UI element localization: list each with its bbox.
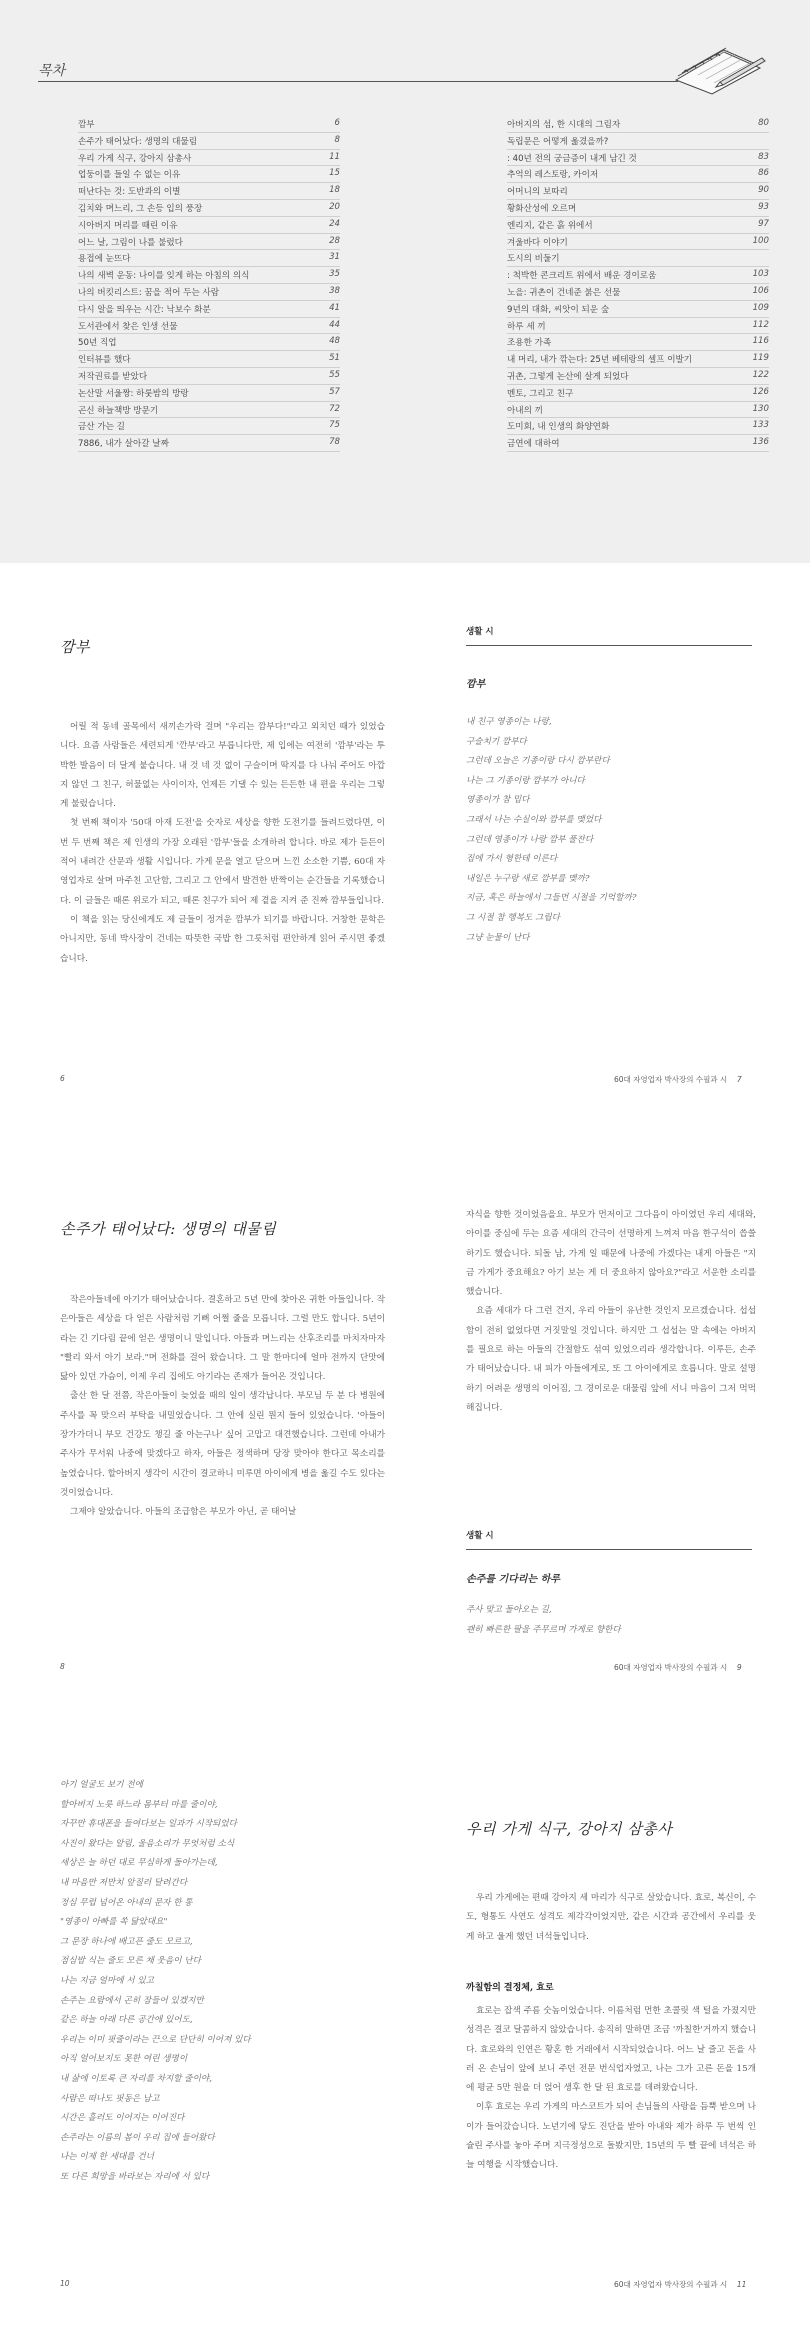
toc-rule: [38, 81, 678, 82]
poem-line: 내일은 누구랑 새로 깜부를 맺까?: [466, 873, 590, 884]
toc-entry-title: 김치와 며느리, 그 손등 입의 풍장: [78, 203, 203, 214]
toc-entry[interactable]: [78, 385, 340, 402]
toc-entry[interactable]: [507, 116, 769, 133]
toc-entry[interactable]: [507, 284, 769, 301]
toc-entry-title: 황화산성에 오르며: [507, 203, 577, 214]
toc-entry-page: 122: [752, 369, 769, 380]
toc-entry-title: 도시의 비둘기: [507, 254, 560, 265]
toc-entry-page: 31: [329, 252, 340, 263]
poem-line: 내 삶에 이토록 큰 자리를 차지할 줄이야,: [60, 2073, 212, 2084]
toc-entry-title: 손주가 태어났다: 생명의 대물림: [78, 136, 198, 147]
toc-entry[interactable]: [78, 402, 340, 419]
poem-line: 정심 무럽 넘어온 아내의 문자 한 통: [60, 1897, 193, 1908]
poem-line: 아기 얼굴도 보기 전에: [60, 1780, 143, 1790]
toc-entry[interactable]: [78, 435, 340, 452]
toc-entry[interactable]: [78, 250, 340, 267]
poem-line: 나는 지금 얼마에 서 있고: [60, 1975, 154, 1986]
paragraph: 이 책을 읽는 당신에게도 제 글들이 정겨운 깜부가 되기를 바랍니다. 거창한 문학은 아니지만, 동네 박사장이 건네는 따뜻한 국밥 한 그릇처럼 편안하게 읽어 주시면 좋겠습니다.: [60, 914, 385, 964]
toc-entry[interactable]: [507, 418, 769, 435]
toc-entry-page: 90: [758, 185, 769, 196]
essay-body-continued: [466, 1206, 756, 1418]
toc-entry[interactable]: [78, 418, 340, 435]
spread-pages-6-7: [0, 563, 810, 1148]
page-number: 6: [60, 1074, 65, 1083]
toc-right-column: [507, 116, 769, 452]
poem-line: 손주라는 이름의 봄이 우리 집에 들어왔다: [60, 2132, 215, 2143]
toc-entry-title: 50년 직업: [78, 338, 117, 349]
toc-entry-page: 6: [334, 118, 340, 128]
toc-entry-title: 금연에 대하여: [507, 439, 560, 450]
toc-entry-title: 조용한 가족: [507, 338, 552, 349]
paragraph: 자식을 향한 것이었음을요. 부모가 먼저이고 그다음이 아이였던 우리 세대와, 아이를 중심에 두는 요즘 세대의 간극이 선명하게 느껴져 마음 한구석이 씁쓸하기도 했습니다. 되돌 남, 가게 일 때문에 나중에 가겠다는 내게 아들은 "지금 가게가 중요해요? 아기 보는 게 더 중요하지 않아요?"라고 서운한 소리를 했습니다.: [466, 1210, 756, 1298]
poem-line: 그냥 눈물이 난다: [466, 932, 530, 943]
poem-line: 사진이 왔다는 알림, 울음소리가 무엇처럼 소식: [60, 1838, 235, 1849]
toc-entry-title: 나의 버킷리스트: 꿈을 적어 두는 사람: [78, 287, 220, 298]
toc-entry[interactable]: [78, 284, 340, 301]
toc-entry-title: 엔리지, 같은 흙 위에서: [507, 220, 593, 231]
poem-line: 그런데 오늘은 기종이랑 다시 깜부란다: [466, 756, 610, 767]
toc-entry-page: 44: [329, 319, 340, 330]
toc-entry-page: 78: [329, 437, 340, 448]
toc-entry-title: 시아버지 머리를 때린 이유: [78, 220, 178, 231]
paragraph: 작은아들네에 아기가 태어났습니다. 결혼하고 5년 만에 찾아온 귀한 아들입니다. 작은아들은 세상을 다 얻은 사람처럼 기뻐 어쩔 줄을 모릅니다. 그럴 만도 합니다. 5년이라는 긴 기다림 끝에 얻은 생명이니 말입니다. 아들과 며느리는 산후조리를 마치자마자 "빨리 와서 아기 보라."며 전화를 걸어 왔습니다. 그 말 한마디에 얼마 전까지 단맛에 닳아 있던 가슴이, 이제 우리 집에도 아기라는 존재가 들어온 것입니다.: [60, 1295, 385, 1383]
toc-entry-title: : 척박한 콘크리트 위에서 배운 경이로움: [507, 271, 657, 282]
toc-entry-page: 57: [329, 386, 340, 397]
poem-line: 또 다른 희망을 바라보는 자리에 서 있다: [60, 2171, 210, 2182]
toc-entry[interactable]: [507, 402, 769, 419]
page-title: 손주가 태어났다: 생명의 대물림: [60, 1220, 277, 1238]
toc-entry[interactable]: [78, 133, 340, 150]
toc-entry[interactable]: [78, 166, 340, 183]
paragraph: 출산 한 달 전쯤, 작은아들이 늦었을 때의 일이 생각납니다. 부모님 두 분 다 병원에 주사를 꼭 맞으러 부탁을 내밀었습니다. 그 안에 실린 뭔지 들어 있었습니다. '아들이 장가가더니 부모 건강도 챙길 줄 아는구나' 싶어 고맙고 대견했습니다. 그런데 아내가 주사가 무서워 나중에 맞겠다고 하자, 아들은 정색하며 당장 맞아야 한다고 목소리를 높였습니다. 할아버지 생각이 시간이 결코하니 미루면 아이에게 병을 옮길 수도 있다는 것이었습니다.: [60, 1391, 385, 1498]
toc-entry[interactable]: [78, 200, 340, 217]
toc-entry-page: 51: [329, 353, 340, 364]
toc-entry-title: 겨울바다 이야기: [507, 237, 568, 248]
toc-entry-page: 38: [329, 285, 340, 296]
paragraph: 어릴 적 동네 골목에서 새끼손가락 걸며 "우리는 깜부다!"라고 외치던 때가 있었습니다. 요즘 사람들은 세련되게 '깐부'라고 부릅니다만, 제 입에는 여전히 '깜부'라는 투박한 발음이 더 달게 붙습니다. 내 것 네 것 없이 구슬이며 딱지를 다 나눠 주어도 아깝지 않던 그 친구, 허물없는 사이이자, 언제든 기댈 수 있는 든든한 내 편을 우리는 그렇게 불렀습니다.: [60, 722, 385, 810]
toc-entry-title: 우리 가게 식구, 강아지 삼총사: [78, 153, 192, 164]
toc-entry-page: 112: [752, 319, 769, 330]
poem-line: 같은 하늘 아래 다른 공간에 있어도,: [60, 2015, 193, 2026]
poem-line: 세상은 늘 하던 대로 무심하게 돌아가는데,: [60, 1858, 218, 1869]
toc-entry-title: : 40년 전의 궁금증이 내게 남긴 것: [507, 153, 637, 164]
toc-entry-page: 55: [329, 369, 340, 380]
toc-entry[interactable]: [507, 133, 769, 150]
toc-entry-title: 논산말 서울짱: 하룻밤의 방랑: [78, 388, 189, 399]
toc-entry-title: 다시 알을 띄우는 시간: 낙보수 화분: [78, 304, 211, 315]
poem-line: 그 문장 하나에 배고픈 줄도 모르고,: [60, 1936, 193, 1947]
toc-entry-title: 귀촌, 그렇게 논산에 살게 되었다: [507, 371, 629, 382]
toc-entry[interactable]: [507, 183, 769, 200]
toc-entry-page: 35: [329, 269, 340, 280]
paragraph: 효로는 잡색 주름 숫놈이었습니다. 이름처럼 먼한 초콜릿 색 털을 가졌지만 성격은 결코 달콤하지 않았습니다. 송직히 말하면 조금 '까칠한'거까지 했습니다. 효로와의 인연은 황혼 한 거래에서 시작되었습니다. 어느 날 즐고 돈을 사러 온 손님이 앞에 보니 주던 전문 번식업자였고, 나는 그가 고른 돈을 15개에 평균 5만 원을 더 얹어 생후 한 달 된 효로를 데려왔습니다.: [466, 2006, 756, 2094]
toc-entry-title: 9년의 대화, 씨앗이 되운 숲: [507, 304, 610, 315]
poem-line: 내 친구 영종이는 나랑,: [466, 717, 552, 727]
spread-pages-8-9: [0, 1148, 810, 1738]
toc-entry-page: 20: [329, 201, 340, 212]
poem-line: 그래서 나는 수실이와 깜부를 맺었다: [466, 814, 602, 825]
toc-entry-page: 75: [329, 420, 340, 431]
spread-pages-10-11: [0, 1738, 810, 2328]
essay-body: [466, 2002, 756, 2176]
section-label: 생활 시: [466, 627, 494, 637]
toc-entry[interactable]: [507, 267, 769, 284]
toc-entry-title: 멘토, 그리고 친구: [507, 388, 574, 399]
toc-entry[interactable]: [78, 150, 340, 167]
poem-line: 구슬치기 깜부다: [466, 736, 527, 747]
toc-heading: 목차: [38, 63, 66, 79]
toc-entry[interactable]: [78, 234, 340, 251]
paragraph: 요즘 세대가 다 그런 건지, 우리 아들이 유난한 것인지 모르겠습니다. 섭섭함이 전히 없었다면 거짓말일 것입니다. 하지만 그 섭섭는 말 속에는 아버지를 필요로 하는 아들의 간절함도 섞여 있었으리라 생각합니다. 이루든, 손주가 태어났습니다. 내 피가 아들에게로, 또 그 아이에게로 흐릅니다. 말로 설명하기 어려운 생명의 이어짐, 그 경이로운 대물림 앞에 서니 마음이 그저 먹먹해집니다.: [466, 1306, 756, 1413]
toc-entry[interactable]: [78, 318, 340, 335]
toc-entry-title: 나의 새벽 운동: 나이를 잊게 하는 아침의 의식: [78, 271, 250, 282]
toc-entry[interactable]: [507, 234, 769, 251]
toc-entry-title: 도서관에서 찾은 인생 선물: [78, 321, 178, 332]
toc-entry-page: 28: [329, 235, 340, 246]
toc-entry-title: 어느 날, 그림이 나를 불렀다: [78, 237, 183, 248]
toc-entry[interactable]: [78, 301, 340, 318]
toc-entry-page: 100: [752, 235, 769, 246]
poem-title: 깜부: [466, 679, 486, 690]
poem-line: 나는 이제 한 세대를 건너: [60, 2152, 154, 2163]
poem-line: 영종이가 참 밉다: [466, 795, 530, 806]
toc-entry-page: 18: [329, 185, 340, 196]
toc-entry-page: 130: [752, 403, 769, 414]
paragraph: 우리 가게에는 편때 강아지 세 마리가 식구로 살았습니다. 효로, 복신이, 수도, 형통도 사연도 성격도 제각각이었지만, 같은 시간과 공간에서 우리를 웃게 하고 울게 했던 녀석들입니다.: [466, 1893, 756, 1942]
poem-line: 내 마음만 저만치 앞질러 달려간다: [60, 1877, 188, 1888]
toc-entry-title: 하루 세 끼: [507, 321, 546, 332]
toc-entry[interactable]: [78, 351, 340, 368]
section-rule: [466, 645, 752, 646]
toc-entry[interactable]: [507, 318, 769, 335]
poem-line: 괜히 빠른한 팔을 주무르며 가게로 향한다: [466, 1624, 621, 1635]
toc-entry-page: 109: [752, 302, 769, 313]
toc-entry[interactable]: [78, 267, 340, 284]
poem-line: 손주는 요람에서 곤히 잠들어 있겠지만: [60, 1995, 204, 2006]
subheading: 까칠함의 결정체, 효로: [466, 1983, 554, 1993]
toc-entry-page: 136: [752, 437, 769, 448]
toc-entry-page: 41: [329, 302, 340, 313]
poem-line: 주사 맞고 돌아오는 길,: [466, 1605, 552, 1615]
toc-entry-page: 126: [752, 386, 769, 397]
toc-entry-page: 11: [329, 151, 340, 162]
poem-line: 나는 그 기종이랑 깜부가 아니다: [466, 775, 585, 786]
paragraph: 첫 번째 책이자 '50대 아재 도전'을 숫자로 세상을 향한 도전기를 들려드렸다면, 이번 두 번째 책은 제 인생의 가장 오래된 '깜부'들을 소개하려 합니다. 바로 제가 듣든이 적어 내려간 산문과 생활 시입니다. 가게 문을 열고 닫으며 느낀 소소한 기쁨, 60대 자영업자로 살며 마주친 고단함, 그리고 그 안에서 발견한 반짝이는 순간들을 기록했습니다. 이 글들은 때론 위로가 되고, 때론 친구가 되어 제 곁을 지켜 준 진짜 깜부들입니다.: [60, 818, 385, 906]
section-rule: [466, 1549, 752, 1550]
toc-entry-title: 떠난다는 것: 도반과의 이별: [78, 187, 181, 198]
toc-entry-page: 48: [329, 336, 340, 347]
poem-title: 손주를 기다리는 하루: [466, 1574, 560, 1585]
toc-left-column: [78, 116, 340, 452]
toc-entry-title: 독립문은 어떻게 옮겼을까?: [507, 136, 609, 147]
page-title: 깜부: [60, 638, 90, 656]
toc-entry[interactable]: [507, 435, 769, 452]
toc-entry-title: 금산 가는 길: [78, 422, 125, 433]
toc-entry-title: 곤신 하늘책방 방문기: [78, 405, 159, 416]
toc-entry-title: 어머니의 보따리: [507, 187, 568, 198]
toc-entry-title: 용접에 눈뜨다: [78, 254, 131, 265]
toc-entry-title: 저작권료를 받았다: [78, 371, 148, 382]
toc-entry-page: 86: [758, 168, 769, 179]
poem-line: 자꾸만 휴대폰을 들여다보는 일과가 시작되었다: [60, 1819, 237, 1830]
toc-entry[interactable]: [78, 334, 340, 351]
toc-entry-page: 15: [329, 168, 340, 179]
toc-entry-title: 아내의 끼: [507, 405, 543, 416]
poem-line: 할아버지 노릇 하느라 몸부터 마를 줄이야,: [60, 1799, 218, 1810]
poem-line: 아직 얼어보지도 못한 여린 생명이: [60, 2054, 188, 2065]
page-number: 10: [60, 2279, 70, 2288]
toc-entry[interactable]: [507, 250, 769, 267]
toc-entry[interactable]: [507, 200, 769, 217]
essay-body: [60, 718, 385, 969]
toc-entry[interactable]: [507, 217, 769, 234]
poem-line: "영종이 아빠를 쏙 닮았대요": [60, 1917, 168, 1928]
toc-entry[interactable]: [507, 301, 769, 318]
toc-entry[interactable]: [507, 150, 769, 167]
toc-entry-title: 추억의 레스토랑, 카이저: [507, 170, 599, 181]
toc-entry-page: 103: [752, 269, 769, 280]
toc-entry[interactable]: [507, 351, 769, 368]
toc-entry[interactable]: [507, 368, 769, 385]
poem-line: 그런데 영종이가 나랑 깜부 풀잔다: [466, 834, 594, 845]
poem-line: 사람은 떠나도 핏동은 남고: [60, 2093, 160, 2104]
essay-body: [60, 1291, 385, 1523]
poem-body: [466, 1601, 756, 1640]
poem-line: 지금, 혹은 하늘에서 그들먼 시절을 기억할까?: [466, 893, 637, 904]
toc-entry-page: 83: [758, 151, 769, 162]
toc-entry-page: 8: [334, 134, 340, 145]
poem-line: 집에 가서 형한테 이른다: [466, 854, 558, 865]
toc-entry-title: 인터뷰를 했다: [78, 355, 131, 366]
paragraph: 이후 효로는 우리 가게의 마스코트가 되어 손님들의 사랑을 듬뿍 받으며 나이가 들어갔습니다. 노년기에 닿도 진단을 받아 아내와 제가 하루 두 번씩 인슐린 주사를 놓아 주며 지극정성으로 돌봤지만, 15년의 두 빨 끝에 녀석은 하늘 여행을 시작했습니다.: [466, 2102, 756, 2171]
essay-intro: [466, 1889, 756, 1947]
toc-entry-page: 116: [752, 336, 769, 347]
poem-body-continued: [60, 1776, 380, 2187]
toc-entry[interactable]: [507, 166, 769, 183]
toc-entry[interactable]: [507, 334, 769, 351]
toc-entry-page: 24: [329, 218, 340, 229]
toc-entry-page: 106: [752, 285, 769, 296]
paragraph: 그제야 알았습니다. 아들의 조급함은 부모가 아닌, 곧 태어날: [70, 1507, 297, 1518]
running-footer: 60대 자영업자 박사장의 수필과 시 9: [614, 1663, 742, 1672]
toc-entry-page: 80: [758, 118, 769, 128]
toc-entry[interactable]: [78, 183, 340, 200]
toc-entry-page: 72: [329, 403, 340, 414]
toc-entry-page: 93: [758, 201, 769, 212]
notebook-pencil-icon: [668, 42, 768, 96]
page-title: 우리 가게 식구, 강아지 삼총사: [466, 1820, 673, 1838]
poem-line: 점심밥 식는 줄도 모른 채 웃음이 난다: [60, 1956, 201, 1967]
toc-entry-page: 97: [758, 218, 769, 229]
poem-line: 시간은 흘러도 이어지는 이어진다: [60, 2113, 185, 2124]
toc-entry-title: 깜부: [78, 120, 95, 130]
toc-entry-title: 도미회, 내 인생의 화양연화: [507, 422, 610, 433]
poem-line: 그 시절 참 행복도 그립다: [466, 912, 560, 923]
toc-entry-title: 아버지의 섬, 한 시대의 그림자: [507, 120, 621, 130]
toc-entry-title: 7886, 내가 살아갈 날짜: [78, 439, 169, 450]
toc-entry-title: 노을: 귀촌이 건네준 붉은 선물: [507, 287, 621, 298]
page-number: 8: [60, 1662, 65, 1671]
toc-entry[interactable]: [78, 217, 340, 234]
section-label: 생활 시: [466, 1531, 494, 1541]
toc-entry-page: 119: [752, 353, 769, 364]
poem-line: 우리는 이미 핏줄이라는 끈으로 단단히 이어져 있다: [60, 2034, 251, 2045]
toc-spread: [0, 0, 810, 563]
toc-entry[interactable]: [78, 368, 340, 385]
running-footer: 60대 자영업자 박사장의 수필과 시 7: [614, 1075, 742, 1084]
toc-entry[interactable]: [78, 116, 340, 133]
toc-entry[interactable]: [507, 385, 769, 402]
toc-entry-page: 133: [752, 420, 769, 431]
poem-body: [466, 713, 756, 948]
toc-entry-title: 업둥이를 들일 수 없는 이유: [78, 170, 181, 181]
running-footer: 60대 자영업자 박사장의 수필과 시 11: [614, 2280, 747, 2289]
toc-entry-title: 내 머리, 내가 깎는다: 25년 베테랑의 셀프 이발기: [507, 355, 693, 366]
